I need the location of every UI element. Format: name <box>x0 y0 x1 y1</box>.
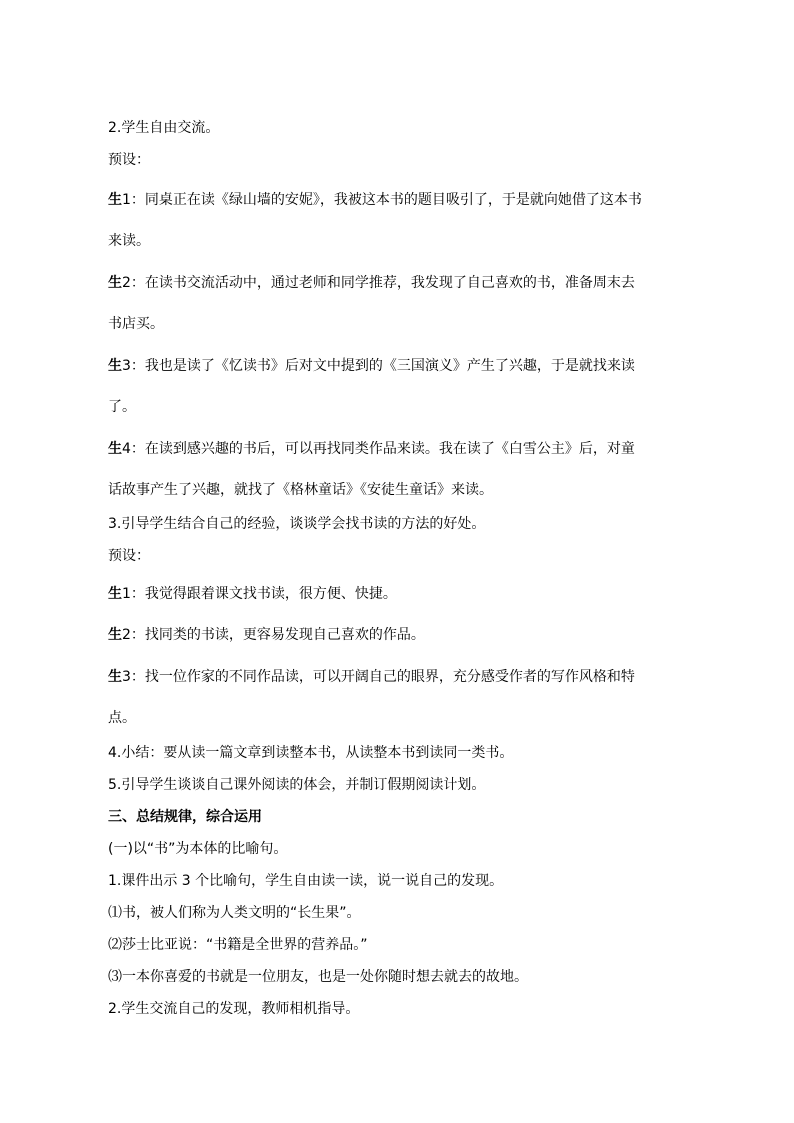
speaker-label: 生 <box>108 358 122 374</box>
student-1-line-a <box>108 190 716 210</box>
student-1-line-b: 来读。 <box>108 233 150 249</box>
metaphor-step-1-line: 1.课件出示 3 个比喻句，学生自由读一读，说一说自己的发现。 <box>108 873 504 889</box>
student-1-text-a: 1：同桌正在读《绿山墙的安妮》，我被这本书的题目吸引了，于是就向她借了这本书 <box>122 192 642 208</box>
answer-3-line-b: 点。 <box>108 710 136 726</box>
student-4-line-a <box>108 439 716 459</box>
answer-3-text-a: 3：找一位作家的不同作品读，可以开阔自己的眼界，充分感受作者的写作风格和特 <box>122 669 635 685</box>
step-4-line: 4.小结：要从读一篇文章到读整本书，从读整本书到读同一类书。 <box>108 745 514 761</box>
preset-label: 预设： <box>108 152 150 168</box>
metaphor-1-line: ⑴书，被人们称为人类文明的“长生果”。 <box>108 905 361 921</box>
answer-1-line <box>108 584 397 604</box>
student-2-line-a <box>108 273 716 293</box>
speaker-label: 生 <box>108 669 122 685</box>
metaphor-step-2-line: 2.学生交流自己的发现，教师相机指导。 <box>108 1001 360 1017</box>
answer-1-text: 1：我觉得跟着课文找书读，很方便、快捷。 <box>122 586 397 602</box>
speaker-label: 生 <box>108 441 122 457</box>
speaker-label: 生 <box>108 586 122 602</box>
step-3-line: 3.引导学生结合自己的经验，谈谈学会找书读的方法的好处。 <box>108 516 486 532</box>
section-heading: 三、总结规律，综合运用 <box>108 809 262 825</box>
student-3-text-a: 3：我也是读了《忆读书》后对文中提到的《三国演义》产生了兴趣，于是就找来读 <box>122 358 635 374</box>
student-3-line-b: 了。 <box>108 399 136 415</box>
student-2-line-b: 书店买。 <box>108 316 164 332</box>
metaphor-3-line: ⑶一本你喜爱的书就是一位朋友，也是一处你随时想去就去的故地。 <box>108 969 528 985</box>
preset-label-2: 预设： <box>108 548 150 564</box>
speaker-label: 生 <box>108 627 122 643</box>
answer-2-line <box>108 625 425 645</box>
student-2-text-a: 2：在读书交流活动中，通过老师和同学推荐，我发现了自己喜欢的书，准备周末去 <box>122 275 635 291</box>
answer-3-line-a <box>108 667 716 687</box>
step-5-line: 5.引导学生谈谈自己课外阅读的体会，并制订假期阅读计划。 <box>108 777 486 793</box>
subsection-heading: (一)以“书”为本体的比喻句。 <box>108 841 288 857</box>
student-4-text-a: 4：在读到感兴趣的书后，可以再找同类作品来读。我在读了《白雪公主》后，对童 <box>122 441 635 457</box>
student-3-line-a <box>108 356 716 376</box>
metaphor-2-line: ⑵莎士比亚说：“书籍是全世界的营养品。” <box>108 937 368 953</box>
step-2-line: 2.学生自由交流。 <box>108 120 220 136</box>
speaker-label: 生 <box>108 275 122 291</box>
answer-2-text: 2：找同类的书读，更容易发现自己喜欢的作品。 <box>122 627 425 643</box>
student-4-line-b: 话故事产生了兴趣，就找了《格林童话》《安徒生童话》来读。 <box>108 482 493 498</box>
speaker-label: 生 <box>108 192 122 208</box>
